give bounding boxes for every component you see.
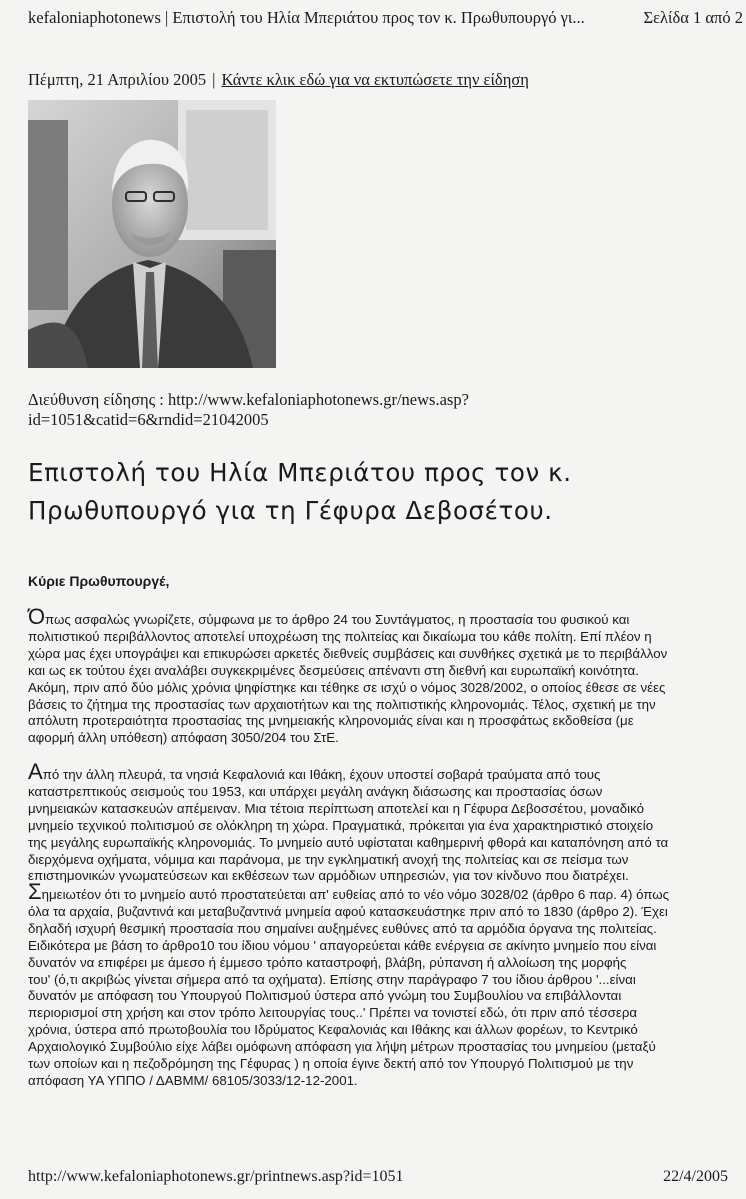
- paragraph-line: [28, 604, 736, 629]
- paragraph-line: απόλυτη προτεραιότητα προστασίας της μνημειακής κληρονομιάς είναι και η προσφάτως εκδοθείσα (με: [28, 713, 634, 729]
- paragraph-line: Ακόμη, πριν από δύο μόλις χρόνια ψηφίστηκε και τέθηκε σε ισχύ ο νόμος 3028/2002, ο οποίος έθεσε σε νέες: [28, 679, 666, 695]
- paragraph-line: χώρα μας έχει υπογράψει και επικυρώσει αρκετές διεθνείς συμβάσεις και συνθήκες σχετικά με το περιβάλλον: [28, 645, 668, 661]
- paragraph-line: δυνατόν να επιφέρει με άμεσο ή έμμεσο τρόπο καταστροφή, βλάβη, ρύπανση ή αλλοίωση της μορφής: [28, 954, 627, 970]
- salutation: Κύριε Πρωθυπουργέ,: [28, 573, 170, 589]
- page-number: Σελίδα 1 από 2: [643, 8, 743, 27]
- paragraph-line: όλα τα αρχαία, βυζαντινά και μεταβυζαντινά μνημεία αφού κατασκευάστηκε πριν από το 1830 (άρθρο 2). Έχει: [28, 903, 668, 919]
- article-date: Πέμπτη, 21 Απριλίου 2005: [28, 70, 207, 89]
- paragraph-line: βάσεις το ζήτημα της προστασίας των αρχαιοτήτων και της πολιτιστικής κληρονομιάς. Τέλος, σχετική με την: [28, 696, 656, 712]
- paragraph-line: δυνατόν με απόφαση του Υπουργού Πολιτισμού ύστερα από γνώμη του Συμβουλίου να επιβάλλονται: [28, 988, 622, 1004]
- dateline-separator: |: [212, 70, 216, 89]
- paragraph-line: Αρχαιολογικό Συμβούλιο είχε λάβει ομόφωνη απόφαση για λήψη μέτρων προστασίας του μνημείου (μεταξύ: [28, 1039, 656, 1055]
- drop-initial: Α: [28, 759, 43, 784]
- dateline: [28, 70, 529, 90]
- paragraph-line: περιορισμοί στη χρήση και στον τρόπο λειτουργίας τους..' Πρέπει να τονιστεί εδώ, ότι πριν από τέσσερα: [28, 1005, 638, 1021]
- paragraph-line: των οποίων και η πεζοδρόμηση της Γέφυρας ) η οποία έγινε δεκτή από τον Υπουργό Πολιτισμού με την: [28, 1056, 634, 1072]
- paragraph-line: δηλαδή ισχυρή θεσμική προστασία που σημαίνει αυξημένες ευθύνες από τα αρμόδια όργανα της πολιτείας.: [28, 920, 657, 936]
- article-title-line2: Πρωθυπουργό για τη Γέφυρα Δεβοσέτου.: [28, 496, 553, 525]
- paragraph-line: επιστημονικών γνωματεύσεων και εκθέσεων των αρμόδιων υπηρεσιών, για τον κίνδυνο που διατρέχει.: [28, 868, 629, 884]
- line-text: πως ασφαλώς γνωρίζετε, σύμφωνα με το άρθρο 24 του Συντάγματος, η προστασία του φυσικού και: [45, 612, 630, 627]
- print-link[interactable]: Κάντε κλικ εδώ για να εκτυπώσετε την είδηση: [221, 70, 529, 89]
- paragraph-line: διερχόμενα οχήματα, νόμιμα και παράνομα, με την εγκληματική ανοχή της πολιτείας και σε πείσμα των: [28, 851, 629, 867]
- paragraph-line: καταστρεπτικούς σεισμούς του 1953, και υπάρχει μεγάλη ανάγκη διάσωσης και προστασίας όσων: [28, 783, 603, 799]
- news-url-line2: id=1051&catid=6&rndid=21042005: [28, 410, 269, 429]
- drop-initial: Σ: [28, 879, 42, 904]
- paragraph-line: [28, 759, 736, 784]
- header-title: kefaloniaphotonews | Επιστολή του Ηλία Μπεριάτου προς τον κ. Πρωθυπουργό γι...: [28, 8, 585, 27]
- paragraph-line: χρόνια, ύστερα από πρωτοβουλία του Ιδρύματος Κεφαλονιάς και Ιθάκης και άλλων φορέων, το Κεντρικό: [28, 1022, 638, 1038]
- drop-initial: Ό: [28, 604, 46, 629]
- author-photo: [28, 100, 276, 368]
- news-url-line1: Διεύθυνση είδησης : http://www.kefaloniaphotonews.gr/news.asp?: [28, 390, 469, 409]
- article-title: [28, 454, 728, 530]
- paragraph-line: του' (ό,τι ακριβώς γίνεται σήμερα από τα οχήματα). Επίσης στην παράγραφο 7 του ίδιου άρθρου '...είναι: [28, 971, 636, 987]
- footer-date: 22/4/2005: [663, 1168, 728, 1185]
- paragraph-3: [28, 879, 736, 1090]
- line-text: πό την άλλη πλευρά, τα νησιά Κεφαλονιά και Ιθάκη, έχουν υποστεί σοβαρά τραύματα από τους: [42, 767, 601, 782]
- news-url: [28, 390, 528, 430]
- paragraph-line: αφορμή άλλη υπόθεση) απόφαση 3050/204 του ΣτΕ.: [28, 730, 339, 746]
- paragraph-line: μνημείο τεχνικού πολιτισμού σε ολόκληρη τη χώρα. Πραγματικά, πρόκειται για ένα χαρακτηριστικό στοιχείο: [28, 817, 654, 833]
- paragraph-line: Ειδικότερα με βάση το άρθρο10 του ίδιου νόμου ' απαγορεύεται κάθε ενέργεια σε ακίνητο μνημείο που είναι: [28, 937, 657, 953]
- line-text: ημειωτέον ότι το μνημείο αυτό προστατεύεται απ' ευθείας από το νέο νόμο 3028/02 (άρθρο 6 παρ. 4) όπως: [41, 887, 670, 902]
- paragraph-line: της μεγάλης ευρωπαϊκής κληρονομιάς. Το μνημείο αυτό υφίσταται καθημερινή φθορά και καταπόνηση από τα: [28, 834, 669, 850]
- paragraph-line: απόφαση ΥΑ ΥΠΠΟ / ΔΑΒΜΜ/ 68105/3033/12-12-2001.: [28, 1072, 358, 1088]
- page-header: [28, 8, 743, 28]
- paragraph-1: [28, 604, 736, 747]
- paragraph-line: [28, 879, 736, 904]
- paragraph-line: πολιτιστικού περιβάλλοντος αποτελεί υποχρέωση της πολιτείας και δικαίωμα του κάθε πολίτη. Επί πλέον η: [28, 628, 652, 644]
- article-title-line1: Επιστολή του Ηλία Μπεριάτου προς τον κ.: [28, 458, 572, 487]
- footer-url: http://www.kefaloniaphotonews.gr/printnews.asp?id=1051: [28, 1168, 404, 1185]
- paragraph-line: και ως εκ τούτου έχει αναλάβει συγκεκριμένες δεσμεύσεις απέναντι στη διεθνή και ευρωπαϊκή κοινότητα.: [28, 662, 639, 678]
- paragraph-2: [28, 759, 736, 885]
- paragraph-line: μνημειακών κατασκευών απέμειναν. Μια τέτοια περίπτωση αποτελεί και η Γέφυρα Δεβοσσέτου, μοναδικό: [28, 800, 644, 816]
